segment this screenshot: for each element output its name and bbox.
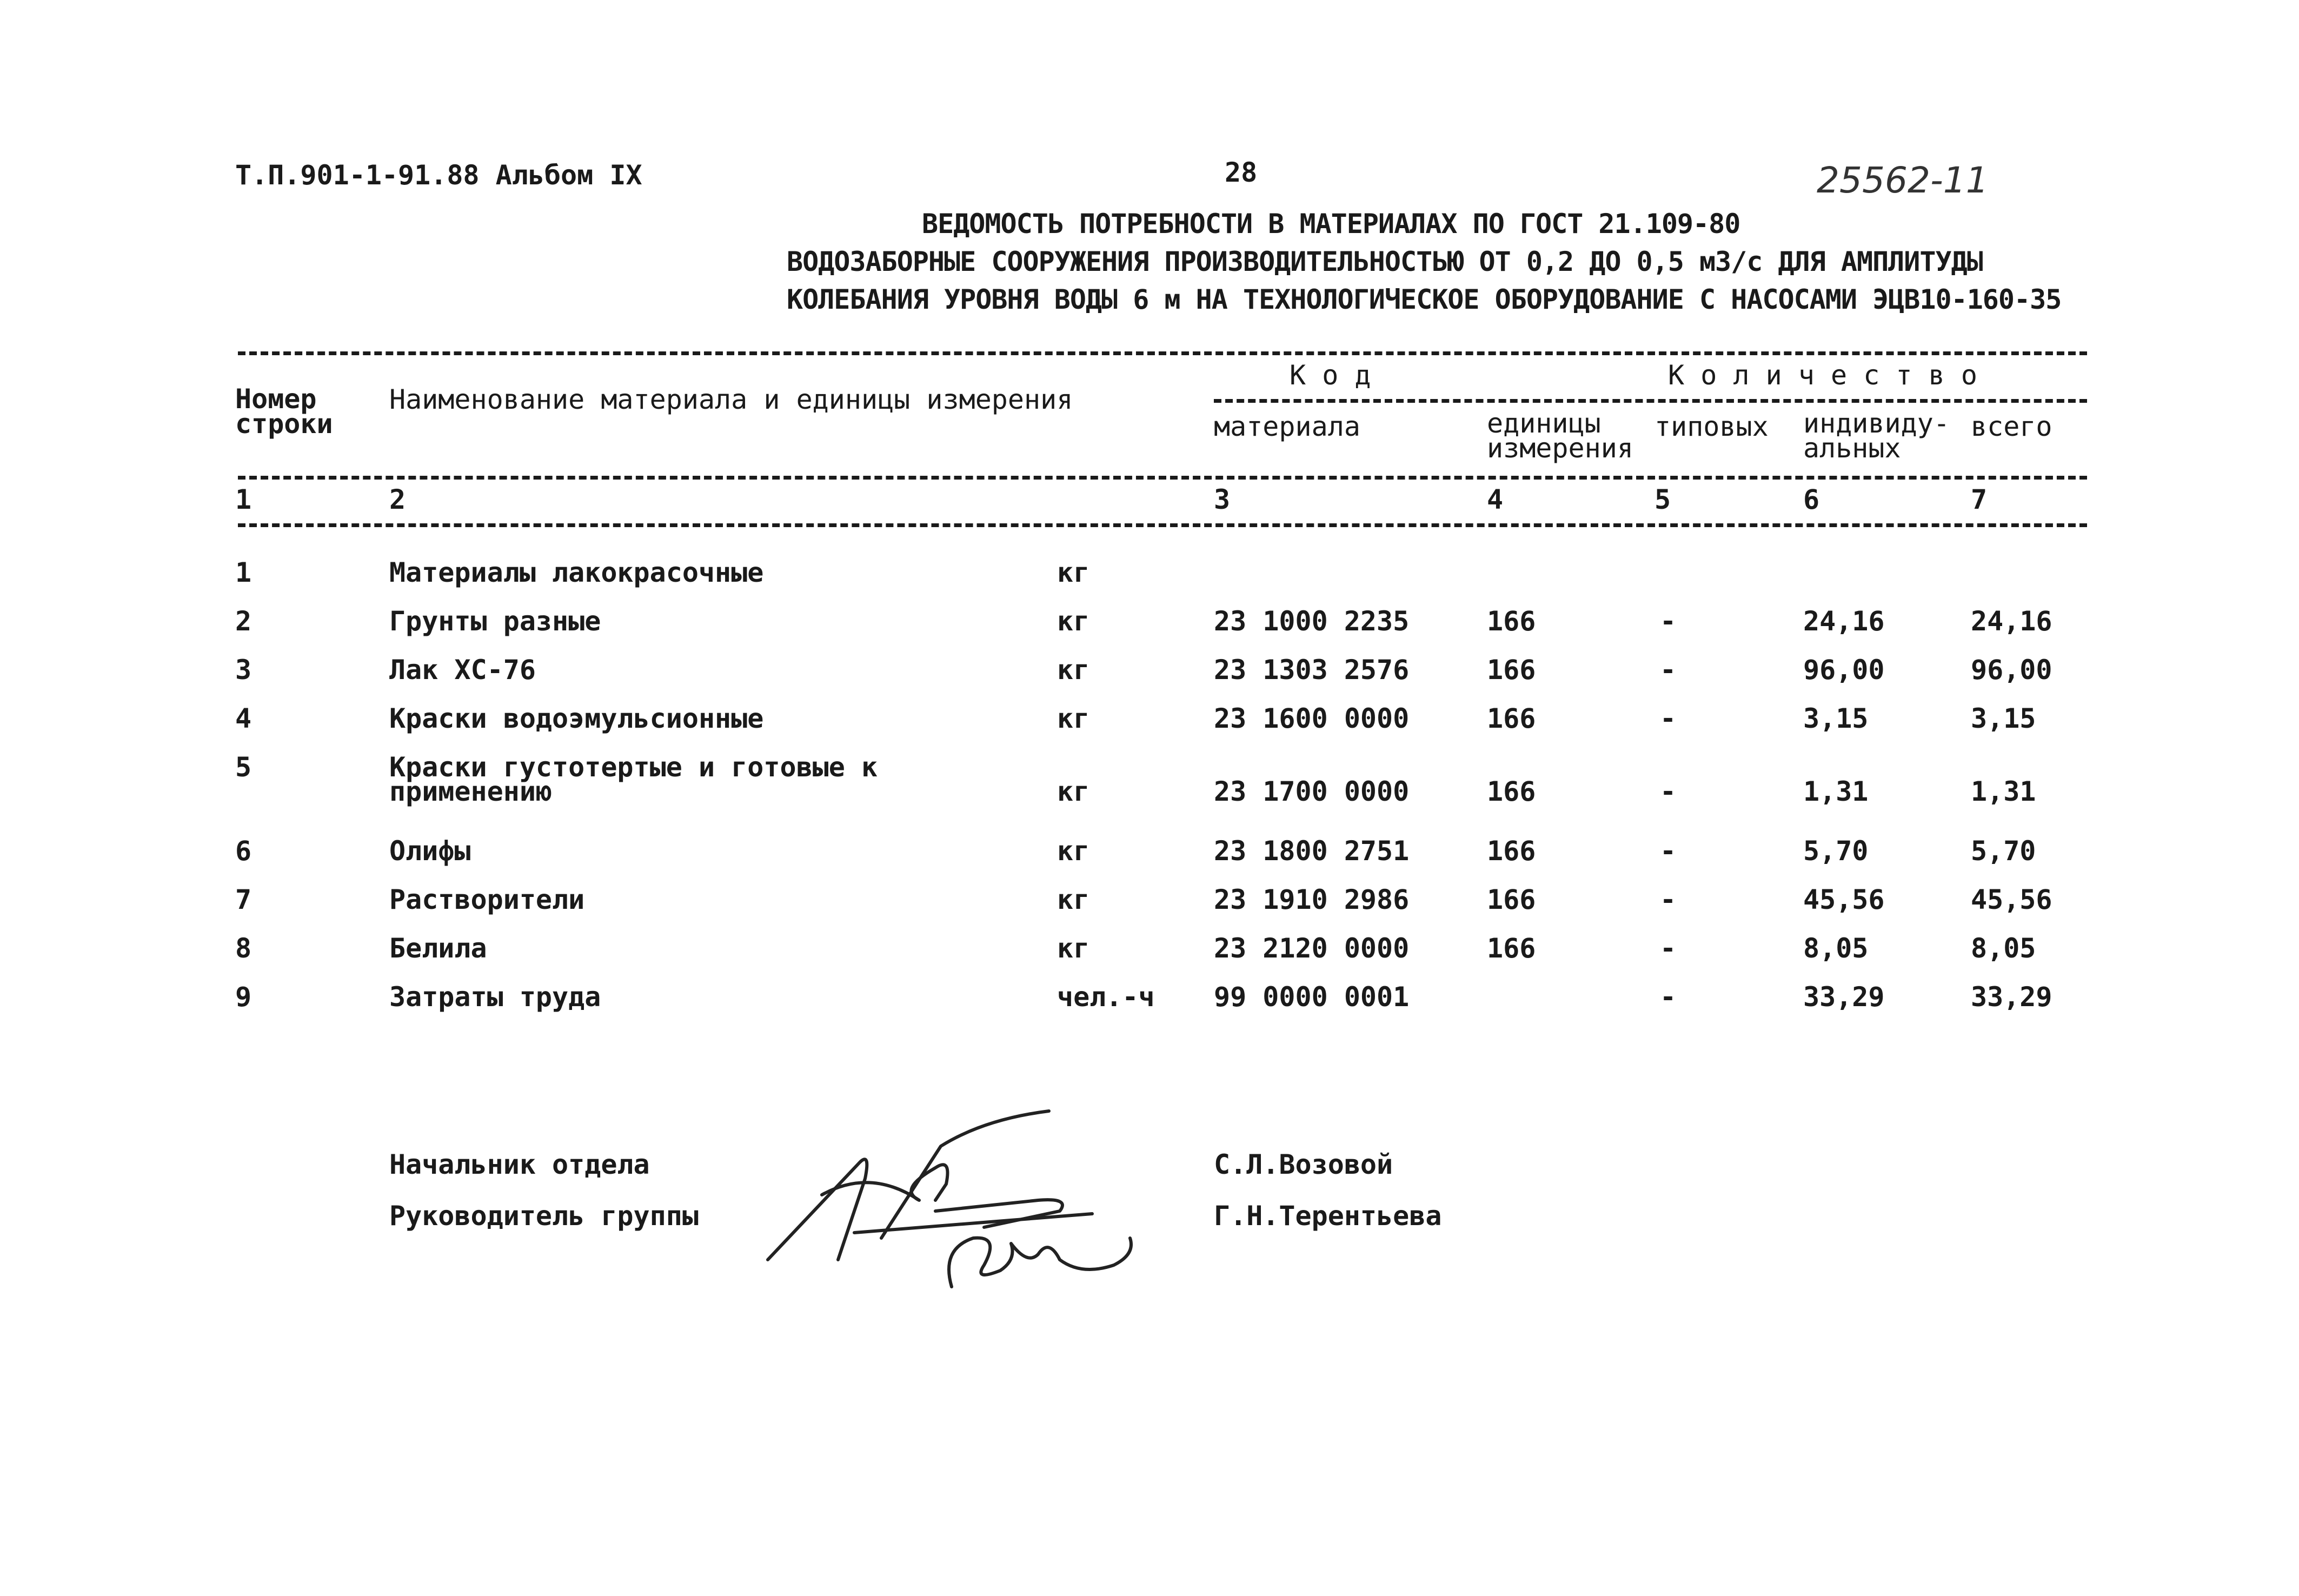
individual-quantity-cell: 1,31 (1803, 776, 1869, 807)
row-number-cell: 9 (235, 981, 252, 1013)
document-code: Т.П.901-1-91.88 Альбом IX (235, 159, 642, 191)
header-bottom-rule (238, 476, 2087, 480)
unit-cell: кг (1057, 884, 1090, 915)
individual-quantity-cell: 24,16 (1803, 606, 1885, 637)
material-name-cell: Краски густотертые и готовые к (389, 752, 878, 783)
column-number: 7 (1971, 484, 1988, 515)
material-code-cell: 23 1600 0000 (1214, 703, 1410, 734)
unit-cell: кг (1057, 654, 1090, 686)
title-line-1: ВЕДОМОСТЬ ПОТРЕБНОСТИ В МАТЕРИАЛАХ ПО ГОСТ 21.109-80 (922, 208, 1740, 240)
unit-code-cell: 166 (1487, 776, 1536, 807)
typical-quantity-cell: - (1660, 703, 1677, 734)
table-top-rule (238, 351, 2087, 355)
typical-quantity-cell: - (1660, 606, 1677, 637)
unit-cell: кг (1057, 703, 1090, 734)
unit-cell: кг (1057, 557, 1090, 588)
column-number: 1 (235, 484, 252, 515)
material-code-cell: 23 2120 0000 (1214, 933, 1410, 964)
row-number-cell: 7 (235, 884, 252, 915)
material-name-cell: Лак ХС-76 (389, 654, 536, 686)
header-row-number-line-1: Номер (235, 383, 317, 415)
material-code-cell: 23 1000 2235 (1214, 606, 1410, 637)
individual-quantity-cell: 5,70 (1803, 835, 1869, 867)
column-number: 4 (1487, 484, 1504, 515)
material-name-cell: Краски водоэмульсионные (389, 703, 764, 734)
material-name-cell: применению (389, 776, 553, 807)
total-quantity-cell: 5,70 (1971, 835, 2036, 867)
column-number: 5 (1655, 484, 1671, 515)
material-name-cell: Белила (389, 933, 487, 964)
unit-code-cell: 166 (1487, 835, 1536, 867)
typical-quantity-cell: - (1660, 776, 1677, 807)
unit-cell: кг (1057, 606, 1090, 637)
unit-code-cell: 166 (1487, 703, 1536, 734)
unit-cell: кг (1057, 835, 1090, 867)
handwritten-number: 25562-11 (1817, 159, 1989, 201)
column-number: 2 (389, 484, 406, 515)
typical-quantity-cell: - (1660, 933, 1677, 964)
total-quantity-cell: 33,29 (1971, 981, 2052, 1013)
signature-role-group-lead: Руководитель группы (389, 1200, 699, 1232)
unit-code-cell: 166 (1487, 884, 1536, 915)
typical-quantity-cell: - (1660, 884, 1677, 915)
header-unit-line-1: единицы (1487, 408, 1601, 439)
header-individual-line-1: индивиду- (1803, 408, 1950, 439)
row-number-cell: 8 (235, 933, 252, 964)
header-unit-line-2: измерения (1487, 433, 1633, 464)
page-number: 28 (1225, 157, 1258, 188)
material-code-cell: 23 1910 2986 (1214, 884, 1410, 915)
material-name-cell: Затраты труда (389, 981, 601, 1013)
material-name-cell: Материалы лакокрасочные (389, 557, 764, 588)
header-code-group: К о д (1290, 360, 1371, 391)
unit-code-cell: 166 (1487, 654, 1536, 686)
handwritten-signature (757, 1103, 1157, 1308)
row-number-cell: 6 (235, 835, 252, 867)
unit-cell: кг (1057, 933, 1090, 964)
header-quantity-group: К о л и ч е с т в о (1668, 360, 1977, 391)
total-quantity-cell: 3,15 (1971, 703, 2036, 734)
column-numbers-rule (238, 523, 2087, 527)
total-quantity-cell: 45,56 (1971, 884, 2052, 915)
header-unit (1487, 408, 1633, 464)
individual-quantity-cell: 33,29 (1803, 981, 1885, 1013)
header-typical: типовых (1655, 411, 1769, 442)
material-code-cell: 99 0000 0001 (1214, 981, 1410, 1013)
row-number-cell: 1 (235, 557, 252, 588)
row-number-cell: 2 (235, 606, 252, 637)
unit-cell: кг (1057, 776, 1090, 807)
header-individual (1803, 408, 1950, 464)
row-number-cell: 5 (235, 752, 252, 783)
header-name: Наименование материала и единицы измерения (389, 384, 1073, 415)
signature-name-head: С.Л.Возовой (1214, 1149, 1393, 1180)
unit-code-cell: 166 (1487, 933, 1536, 964)
row-number-cell: 3 (235, 654, 252, 686)
column-number: 3 (1214, 484, 1231, 515)
individual-quantity-cell: 8,05 (1803, 933, 1869, 964)
column-number: 6 (1803, 484, 1820, 515)
typical-quantity-cell: - (1660, 654, 1677, 686)
material-name-cell: Грунты разные (389, 606, 601, 637)
material-code-cell: 23 1800 2751 (1214, 835, 1410, 867)
material-name-cell: Растворители (389, 884, 585, 915)
typical-quantity-cell: - (1660, 981, 1677, 1013)
signature-role-head: Начальник отдела (389, 1149, 650, 1180)
row-number-cell: 4 (235, 703, 252, 734)
signature-name-group-lead: Г.Н.Терентьева (1214, 1200, 1442, 1232)
individual-quantity-cell: 3,15 (1803, 703, 1869, 734)
total-quantity-cell: 8,05 (1971, 933, 2036, 964)
total-quantity-cell: 24,16 (1971, 606, 2052, 637)
header-mid-rule (1214, 399, 2087, 403)
material-code-cell: 23 1700 0000 (1214, 776, 1410, 807)
total-quantity-cell: 1,31 (1971, 776, 2036, 807)
header-total: всего (1971, 411, 2052, 442)
material-code-cell: 23 1303 2576 (1214, 654, 1410, 686)
header-row-number (235, 383, 333, 440)
unit-cell: чел.-ч (1057, 981, 1155, 1013)
individual-quantity-cell: 45,56 (1803, 884, 1885, 915)
unit-code-cell: 166 (1487, 606, 1536, 637)
material-name-cell: Олифы (389, 835, 471, 867)
typical-quantity-cell: - (1660, 835, 1677, 867)
header-individual-line-2: альных (1803, 433, 1901, 464)
total-quantity-cell: 96,00 (1971, 654, 2052, 686)
individual-quantity-cell: 96,00 (1803, 654, 1885, 686)
title-line-2: ВОДОЗАБОРНЫЕ СООРУЖЕНИЯ ПРОИЗВОДИТЕЛЬНОСТЬЮ ОТ 0,2 ДО 0,5 м3/с ДЛЯ АМПЛИТУДЫ (787, 246, 1983, 277)
header-material: материала (1214, 411, 1360, 442)
header-row-number-line-2: строки (235, 408, 333, 440)
title-line-3: КОЛЕБАНИЯ УРОВНЯ ВОДЫ 6 м НА ТЕХНОЛОГИЧЕСКОЕ ОБОРУДОВАНИЕ С НАСОСАМИ ЭЦВ10-160-35 (787, 284, 2062, 315)
